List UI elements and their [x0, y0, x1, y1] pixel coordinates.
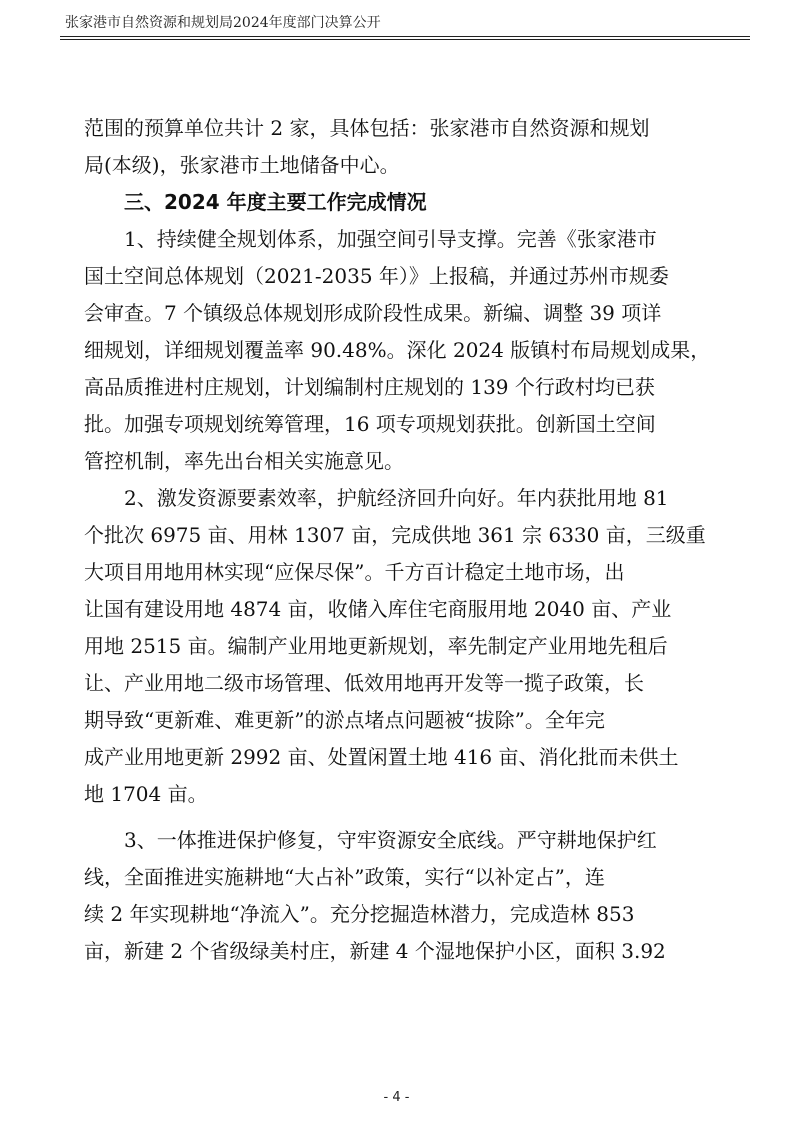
- paragraph-line: 成产业用地更新 2992 亩、处置闲置土地 416 亩、消化批而未供土: [84, 745, 679, 769]
- paragraph-line: 期导致“更新难、难更新”的淤点堵点问题被“拔除”。全年完: [84, 708, 605, 732]
- section-heading: 三、2024 年度主要工作完成情况: [124, 190, 427, 214]
- paragraph-line: 用地 2515 亩。编制产业用地更新规划，率先制定产业用地先租后: [84, 634, 668, 658]
- paragraph-line: 细规划，详细规划覆盖率 90.48%。深化 2024 版镇村布局规划成果，: [84, 338, 711, 362]
- paragraph-line: 亩，新建 2 个省级绿美村庄，新建 4 个湿地保护小区，面积 3.92: [84, 939, 666, 963]
- paragraph-line: 线，全面推进实施耕地“大占补”政策，实行“以补定占”，连: [84, 865, 605, 889]
- paragraph-line: 续 2 年实现耕地“净流入”。充分挖掘造林潜力，完成造林 853: [84, 902, 635, 926]
- document-body: [84, 110, 726, 970]
- paragraph-line: 高品质推进村庄规划，计划编制村庄规划的 139 个行政村均已获: [84, 375, 655, 399]
- header-rule-top: [60, 36, 750, 37]
- paragraph-line: 3、一体推进保护修复，守牢资源安全底线。严守耕地保护红: [124, 828, 657, 852]
- paragraph-line: 管控机制，率先出台相关实施意见。: [84, 449, 404, 473]
- running-header: 张家港市自然资源和规划局2024年度部门决算公开: [65, 15, 381, 31]
- page-number: - 4 -: [383, 1090, 410, 1105]
- paragraph-line: 会审查。7 个镇级总体规划形成阶段性成果。新编、调整 39 项详: [84, 301, 662, 325]
- paragraph-line: 1、持续健全规划体系，加强空间引导支撑。完善《张家港市: [124, 227, 657, 251]
- header-rule-bottom: [60, 39, 750, 40]
- paragraph-line: 批。加强专项规划统筹管理，16 项专项规划获批。创新国土空间: [84, 412, 656, 436]
- paragraph-line: 让、产业用地二级市场管理、低效用地再开发等一揽子政策，长: [84, 671, 644, 695]
- paragraph-line: 让国有建设用地 4874 亩，收储入库住宅商服用地 2040 亩、产业: [84, 597, 672, 621]
- paragraph-line: 局(本级)，张家港市土地储备中心。: [84, 153, 400, 177]
- paragraph-gap: [84, 813, 726, 822]
- paragraph-line: 2、激发资源要素效率，护航经济回升向好。年内获批用地 81: [124, 486, 669, 510]
- paragraph-line: 国土空间总体规划（2021-2035 年）》上报稿，并通过苏州市规委: [84, 264, 669, 288]
- paragraph-line: 范围的预算单位共计 2 家，具体包括：张家港市自然资源和规划: [84, 116, 650, 140]
- paragraph-line: 个批次 6975 亩、用林 1307 亩，完成供地 361 宗 6330 亩，三级重: [84, 523, 706, 547]
- paragraph-line: 地 1704 亩。: [84, 782, 208, 806]
- paragraph-line: 大项目用地用林实现“应保尽保”。千方百计稳定土地市场，出: [84, 560, 625, 584]
